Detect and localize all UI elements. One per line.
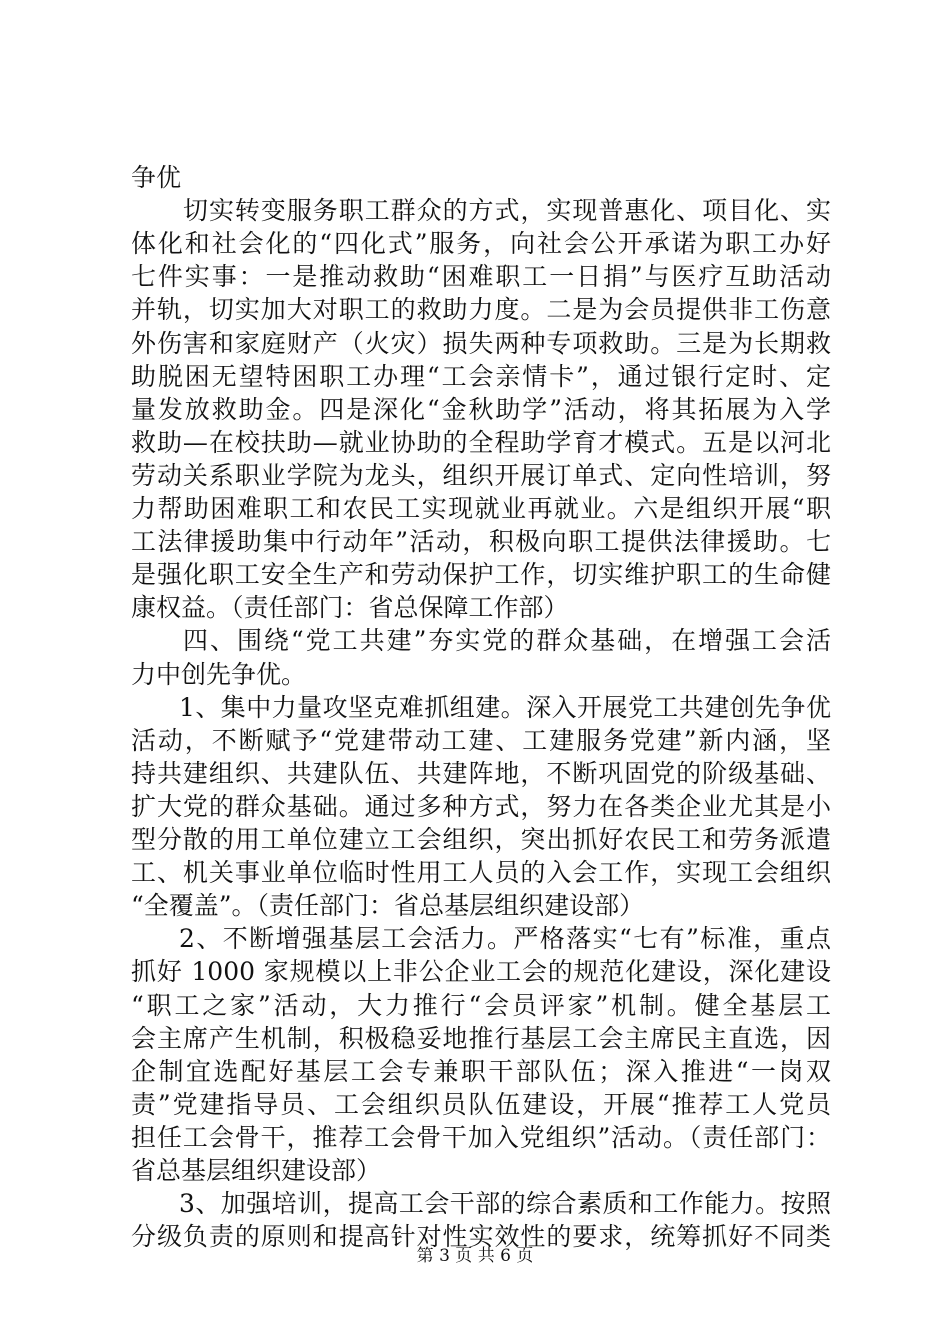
text-line: 3、加强培训，提高工会干部的综合素质和工作能力。按照: [179, 1189, 831, 1218]
text-line: 1、集中力量攻坚克难抓组建。深入开展党工共建创先争优: [179, 693, 831, 722]
text-line: 省总基层组织建设部）: [131, 1156, 382, 1185]
page-footer: 第 3 页 共 6 页: [416, 1246, 534, 1266]
text-line: 持共建组织、共建队伍、共建阵地，不断巩固党的阶级基础、: [131, 759, 831, 788]
text-line: 力中创先争优。: [131, 660, 307, 689]
text-line: 争优: [131, 163, 182, 192]
text-line: 型分散的用工单位建立工会组织，突出抓好农民工和劳务派遣: [131, 825, 831, 854]
text-line: 会主席产生机制，积极稳妥地推行基层工会主席民主直选，因: [131, 1024, 831, 1053]
text-line: 工法律援助集中行动年”活动，积极向职工提供法律援助。七: [131, 527, 831, 556]
text-line: 外伤害和家庭财产（火灾）损失两种专项救助。三是为长期救: [131, 329, 831, 358]
text-line: 切实转变服务职工群众的方式，实现普惠化、项目化、实: [183, 196, 831, 225]
text-line: 活动，不断赋予“党建带动工建、工建服务党建”新内涵，坚: [131, 726, 831, 755]
text-line: 分级负责的原则和提高针对性实效性的要求，统筹抓好不同类: [131, 1222, 831, 1251]
text-line: 康权益。（责任部门：省总保障工作部）: [131, 593, 569, 622]
text-line: 量发放救助金。四是深化“金秋助学”活动，将其拓展为入学: [131, 395, 831, 424]
text-line: 体化和社会化的“四化式”服务，向社会公开承诺为职工办好: [131, 229, 831, 258]
text-line: 并轨，切实加大对职工的救助力度。二是为会员提供非工伤意: [131, 295, 831, 324]
text-line: 助脱困无望特困职工办理“工会亲情卡”，通过银行定时、定: [131, 362, 831, 391]
text-line: “职工之家”活动，大力推行“会员评家”机制。健全基层工: [131, 991, 831, 1020]
text-line: 七件实事：一是推动救助“困难职工一日捐”与医疗互助活动: [131, 262, 831, 291]
text-line: 企制宜选配好基层工会专兼职干部队伍；深入推进“一岗双: [131, 1057, 831, 1086]
text-line: 是强化职工安全生产和劳动保护工作，切实维护职工的生命健: [131, 560, 831, 589]
text-line: 抓好 1000 家规模以上非公企业工会的规范化建设，深化建设: [131, 957, 831, 986]
text-line: 劳动关系职业学院为龙头，组织开展订单式、定向性培训，努: [131, 461, 831, 490]
text-line: 担任工会骨干，推荐工会骨干加入党组织”活动。（责任部门：: [131, 1123, 831, 1152]
text-line: 扩大党的群众基础。通过多种方式，努力在各类企业尤其是小: [131, 792, 831, 821]
text-line: 力帮助困难职工和农民工实现就业再就业。六是组织开展“职: [131, 494, 831, 523]
text-line: 救助—在校扶助—就业协助的全程助学育才模式。五是以河北: [131, 428, 831, 457]
text-line: “全覆盖”。（责任部门：省总基层组织建设部）: [131, 891, 645, 920]
text-line: 工、机关事业单位临时性用工人员的入会工作，实现工会组织: [131, 858, 831, 887]
text-line: 四、围绕“党工共建”夯实党的群众基础，在增强工会活: [183, 626, 831, 655]
text-line: 2、不断增强基层工会活力。严格落实“七有”标准，重点: [179, 924, 831, 953]
text-line: 责”党建指导员、工会组织员队伍建设，开展“推荐工人党员: [131, 1090, 831, 1119]
